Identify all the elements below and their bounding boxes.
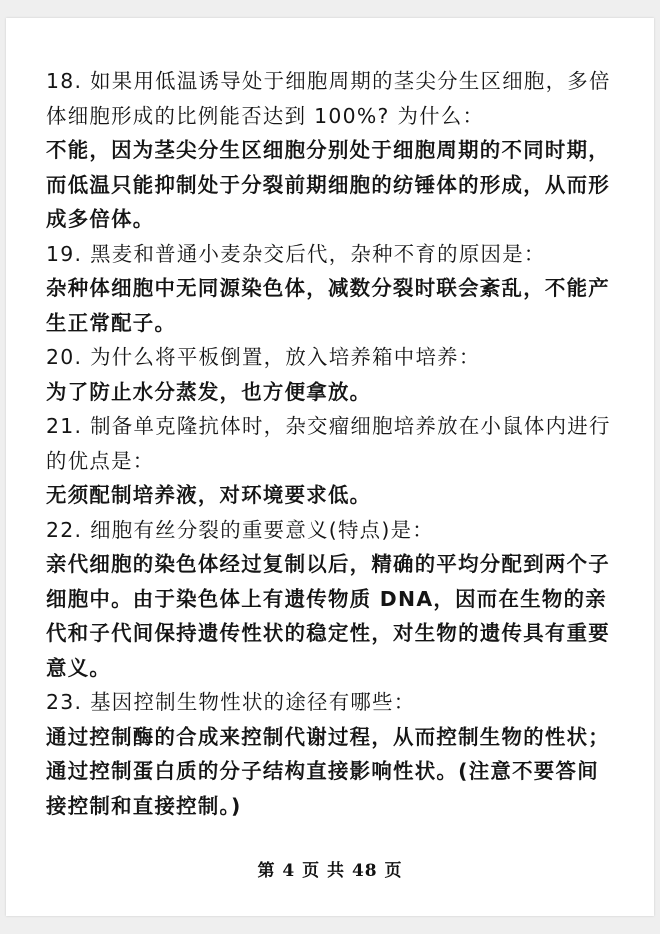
page-number-footer: 第 4 页 共 48 页 — [257, 861, 403, 881]
answer-22: 亲代细胞的染色体经过复制以后，精确的平均分配到两个子细胞中。由于染色体上有遗传物质 DNA，因而在生物的亲代和子代间保持遗传性状的稳定性，对生物的遗传具有重要意义。 — [46, 552, 610, 680]
question-19: 19. 黑麦和普通小麦杂交后代，杂种不育的原因是： — [46, 241, 546, 266]
page-content — [46, 64, 620, 823]
question-18: 18. 如果用低温诱导处于细胞周期的茎尖分生区细胞，多倍体细胞形成的比例能否达到 100%? 为什么： — [46, 69, 611, 128]
question-22: 22. 细胞有丝分裂的重要意义(特点)是： — [46, 517, 434, 542]
question-23: 23. 基因控制生物性状的途径有哪些： — [46, 690, 416, 714]
document-page — [6, 18, 654, 916]
answer-20: 为了防止水分蒸发，也方便拿放。 — [46, 379, 372, 404]
answer-18: 不能，因为茎尖分生区细胞分别处于细胞周期的不同时期，而低温只能抑制处于分裂前期细胞的纺锤体的形成，从而形成多倍体。 — [46, 138, 610, 231]
question-20: 20. 为什么将平板倒置，放入培养箱中培养： — [46, 345, 481, 369]
answer-21: 无须配制培养液，对环境要求低。 — [46, 483, 372, 507]
answer-23: 通过控制酶的合成来控制代谢过程，从而控制生物的性状；通过控制蛋白质的分子结构直接影响性状。(注意不要答间接控制和直接控制。) — [46, 724, 610, 818]
question-21: 21. 制备单克隆抗体时，杂交瘤细胞培养放在小鼠体内进行的优点是： — [46, 414, 611, 473]
answer-19: 杂种体细胞中无同源染色体，减数分裂时联会紊乱，不能产生正常配子。 — [46, 276, 610, 335]
